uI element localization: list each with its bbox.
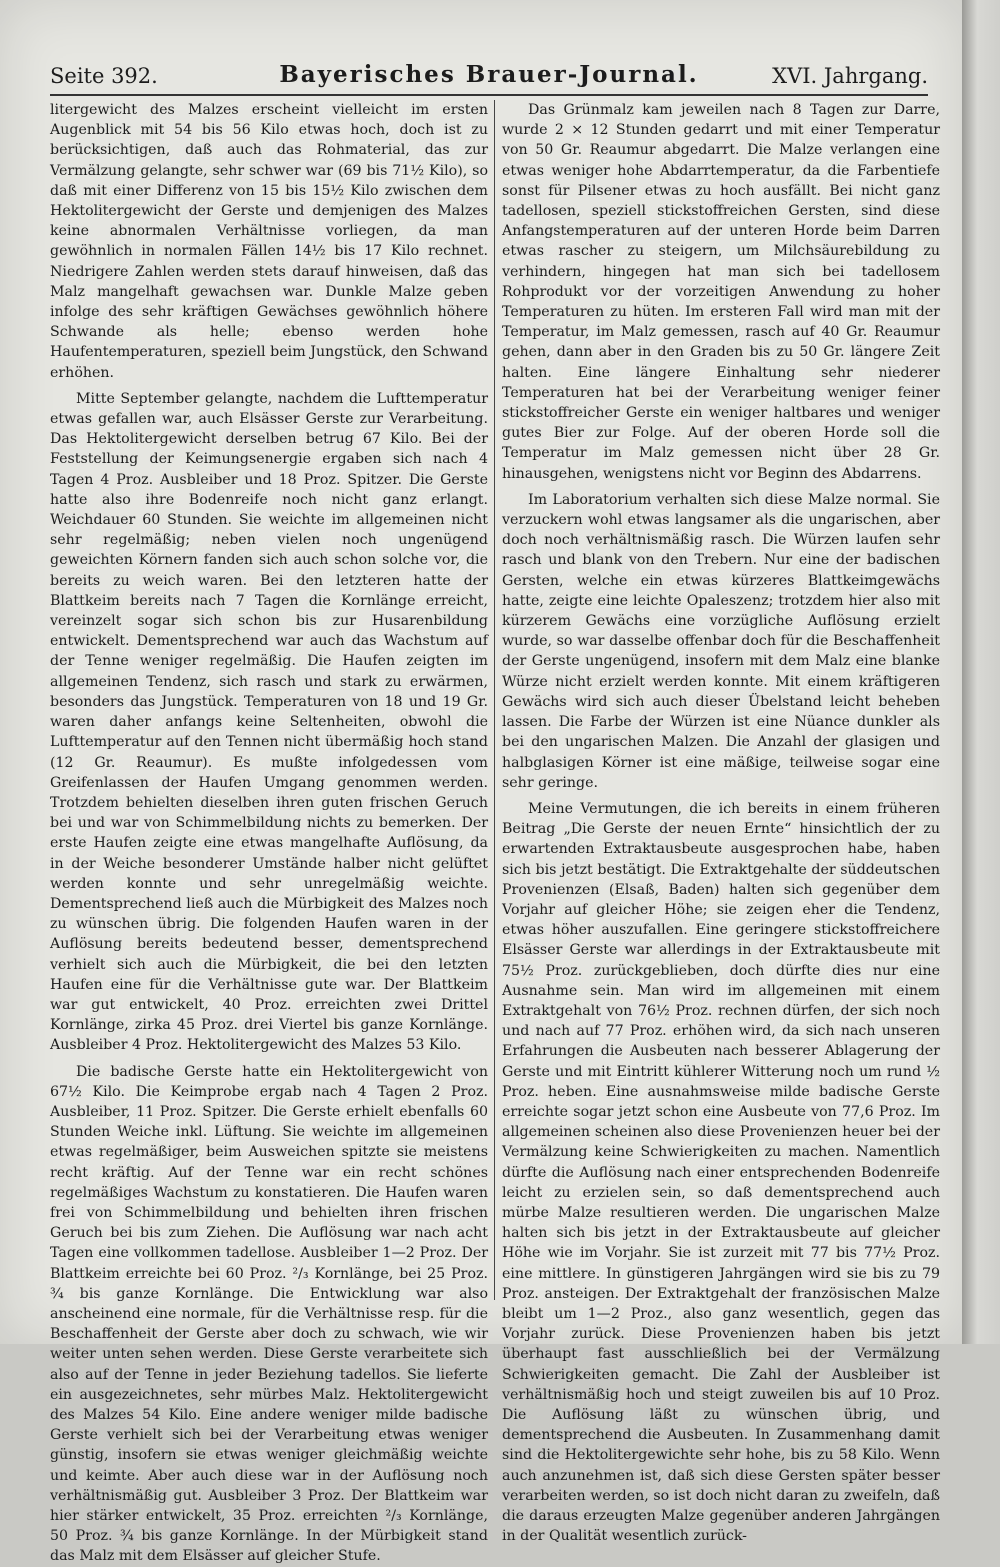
volume-label: XVI. Jahrgang. bbox=[772, 64, 928, 88]
paragraph: Meine Vermutungen, die ich bereits in einem früheren Beitrag „Die Gerste der neuen Ernte“ hinsichtlich der zu erwartenden Extraktausbeute ausgesprochen habe, haben sich bis jetzt bestätigt. Die Extraktgehalte der süddeutschen Provenienzen (Elsaß, Baden) halten sich gegenüber dem Vorjahr auf gleicher Höhe; sie zeigen eher die Tendenz, etwas höher auszufallen. Eine geringere stickstoffreichere Elsässer Gerste war allerdings in der Extraktausbeute mit 75½ Proz. zurückgeblieben, doch dürfte dies nur eine Ausnahme sein. Man wird im allgemeinen mit einem Extraktgehalt von 76½ Proz. rechnen dürfen, der sich noch und nach auf 77 Proz. erhöhen wird, da sich nach unseren Erfahrungen die Ausbeuten nach besserer Ablagerung der Gerste und mit Eintritt kühlerer Witterung noch um rund ½ Proz. heben. Eine ausnahmsweise milde badische Gerste erreichte sogar jetzt schon eine Ausbeute von 77,6 Proz. Im allgemeinen scheinen also diese Provenienzen heuer bei der Vermälzung keine Schwierigkeiten zu machen. Namentlich dürfte die Auflösung nach einer entsprechenden Bodenreife leicht zu erzielen sein, so daß dementsprechend auch mürbe Malze resultieren werden. Die ungarischen Malze halten sich bis jetzt in der Extraktausbeute auf gleicher Höhe wie im Vorjahr. Sie ist zurzeit mit 77 bis 77½ Proz. eine mittlere. In günstigeren Jahrgängen wird sie bis zu 79 Proz. ansteigen. Der Extraktgehalt der französischen Malze bleibt um 1—2 Proz., also ganz wesentlich, gegen das Vorjahr zurück. Diese Provenienzen haben bis jetzt überhaupt fast ausschließlich bei der Vermälzung Schwierigkeiten gemacht. Die Zahl der Ausbleiber ist verhältnismäßig hoch und steigt zuweilen bis auf 10 Proz. Die Auflösung läßt zu wünschen übrig, und dementsprechend die Ausbeuten. In Zusammenhang damit sind die Hektolitergewichte sehr hohe, bis zu 58 Kilo. Wenn auch anzunehmen ist, daß sich diese Gersten später besser verarbeiten werden, so ist doch nicht daran zu zweifeln, daß die daraus erzeugten Malze gegenüber anderen Jahrgängen in der Qualität wesentlich zurück- bbox=[502, 800, 940, 1545]
paragraph: Im Laboratorium verhalten sich diese Malze normal. Sie verzuckern wohl etwas langsamer als die ungarischen, aber doch noch verhältnismäßig rasch. Die Würzen laufen sehr rasch und blank von den Trebern. Nur eine der badischen Gersten, welche ein etwas kürzeres Blattkeimgewächs hatte, zeigte eine leichte Opaleszenz; trotzdem hier also mit kürzerem Gewächs eine vorzügliche Auflösung erzielt wurde, so war dasselbe offenbar doch für die Beschaffenheit der Gerste ungenügend, insofern mit dem Malz eine blanke Würze nicht erzielt werden konnte. Mit einem kräftigeren Gewächs wird sich auch dieser Übelstand leicht beheben lassen. Die Farbe der Würzen ist eine Nüance dunkler als bei den ungarischen Malzen. Die Anzahl der glasigen und halbglasigen Körner ist eine mäßige, teilweise sogar eine sehr geringe. bbox=[502, 491, 940, 791]
column-divider bbox=[494, 100, 495, 1300]
header-rule bbox=[50, 94, 928, 96]
paragraph: litergewicht des Malzes erscheint vielleicht im ersten Augenblick mit 54 bis 56 Kilo etwas hoch, doch ist zu berücksichtigen, daß auch das Rohmaterial, das zur Vermälzung gelangte, sehr schwer war (69 bis 71½ Kilo), so daß mit einer Differenz von 15 bis 15½ Kilo zwischen dem Hektolitergewicht der Gerste und demjenigen des Malzes keine abnormalen Verhältnisse vorliegen, da man gewöhnlich in normalen Fällen 14½ bis 17 Kilo rechnet. Niedrigere Zahlen werden stets darauf hinweisen, daß das Malz mangelhaft gewachsen war. Dunkle Malze geben infolge des sehr kräftigen Gewächses gewöhnlich höhere Schwande als helle; ebenso werden hohe Haufentemperaturen, speziell beim Jungstück, den Schwand erhöhen. bbox=[50, 102, 488, 381]
page-number: Seite 392. bbox=[50, 64, 158, 88]
paragraph: Das Grünmalz kam jeweilen nach 8 Tagen zur Darre, wurde 2 × 12 Stunden gedarrt und mit einer Temperatur von 50 Gr. Reaumur abgedarrt. Die Malze verlangen eine etwas weniger hohe Abdarrtemperatur, da die Farbentiefe sonst für Pilsener etwas zu hoch ausfällt. Bei nicht ganz tadellosen, speziell stickstoffreichen Gersten, sind diese Anfangstemperaturen auf der unteren Horde beim Darren etwas rascher zu steigern, um Milchsäurebildung zu verhindern, hingegen hat man sich bei tadellosem Rohprodukt vor der vorzeitigen Anwendung zu hoher Temperaturen zu hüten. Im ersteren Fall wird man mit der Temperatur, im Malz gemessen, rasch auf 40 Gr. Reaumur gehen, dann aber in den Graden bis zu 50 Gr. längere Zeit halten. Eine längere Einhaltung sehr niederer Temperaturen hat bei der Verarbeitung weniger feiner stickstoffreicher Gerste ein weniger haltbares und weniger gutes Bier zur Folge. Auf der oberen Horde soll die Temperatur im Malz gemessen nicht über 28 Gr. hinausgehen, wenigstens nicht vor Beginn des Abdarrens. bbox=[502, 102, 940, 482]
left-column bbox=[50, 100, 488, 1565]
journal-title: Bayerisches Brauer-Journal. bbox=[279, 61, 699, 88]
right-column bbox=[502, 100, 940, 1545]
paragraph: Mitte September gelangte, nachdem die Lufttemperatur etwas gefallen war, auch Elsässer Gerste zur Verarbeitung. Das Hektolitergewicht derselben betrug 67 Kilo. Bei der Feststellung der Keimungsenergie ergaben sich nach 4 Tagen 4 Proz. Ausbleiber und 18 Proz. Spitzer. Die Gerste hatte also ihre Bodenreife noch nicht ganz erlangt. Weichdauer 60 Stunden. Sie weichte im allgemeinen nicht sehr regelmäßig; neben vielen noch ungenügend geweichten Körnern fanden sich auch schon solche vor, die bereits zu weich waren. Bei den letzteren hatte der Blattkeim bereits nach 7 Tagen die Kornlänge erreicht, vereinzelt sogar sich schon bis zur Husarenbildung entwickelt. Dementsprechend war auch das Wachstum auf der Tenne weniger regelmäßig. Die Haufen zeigten im allgemeinen Tendenz, sich rasch und stark zu erwärmen, besonders das Jungstück. Temperaturen von 18 und 19 Gr. waren daher anfangs keine Seltenheiten, obwohl die Lufttemperatur auf den Tennen nicht übermäßig hoch stand (12 Gr. Reaumur). Es mußte infolgedessen vom Greifenlassen der Haufen Umgang genommen werden. Trotzdem behielten dieselben ihren guten frischen Geruch bei und war von Schimmelbildung nichts zu bemerken. Der erste Haufen zeigte eine etwas mangelhafte Auflösung, da in der Weiche besonderer Umstände halber nicht gelüftet werden konnte und sehr unregelmäßig weichte. Dementsprechend ließ auch die Mürbigkeit des Malzes noch zu wünschen übrig. Die folgenden Haufen waren in der Auflösung bereits bedeutend besser, dementsprechend verhielt sich auch die Mürbigkeit, die bei den letzten Haufen eine für die Verhältnisse gute war. Der Blattkeim war gut entwickelt, 40 Proz. erreichten zwei Drittel Kornlänge, zirka 45 Proz. drei Viertel bis ganze Kornlänge. Ausbleiber 4 Proz. Hektolitergewicht des Malzes 53 Kilo. bbox=[50, 390, 488, 1054]
binding-edge bbox=[962, 0, 1000, 1344]
paragraph: Die badische Gerste hatte ein Hektolitergewicht von 67½ Kilo. Die Keimprobe ergab nach 4 Tagen 2 Proz. Ausbleiber, 11 Proz. Spitzer. Die Gerste erhielt ebenfalls 60 Stunden Weiche inkl. Lüftung. Sie weichte im allgemeinen etwas regelmäßiger, beim Ausweichen spitzte sie meistens recht kräftig. Auf der Tenne war ein recht schönes regelmäßiges Wachstum zu konstatieren. Die Haufen waren frei von Schimmelbildung und behielten ihren frischen Geruch bei bis zum Ziehen. Die Auflösung war nach acht Tagen eine vollkommen tadellose. Ausbleiber 1—2 Proz. Der Blattkeim erreichte bei 60 Proz. ²/₃ Kornlänge, bei 25 Proz. ¾ bis ganze Kornlänge. Die Entwicklung war also anscheinend eine normale, für die Verhältnisse resp. für die Beschaffenheit der Gerste aber doch zu schwach, wie wir weiter unten sehen werden. Diese Gerste verarbeitete sich also auf der Tenne in jeder Beziehung tadellos. Sie lieferte ein ausgezeichnetes, sehr mürbes Malz. Hektolitergewicht des Malzes 54 Kilo. Eine andere weniger milde badische Gerste verhielt sich bei der Verarbeitung etwas weniger günstig, insofern sie etwas weniger gleichmäßig weichte und keimte. Aber auch diese war in der Auflösung noch verhältnismäßig gut. Ausbleiber 3 Proz. Der Blattkeim war hier stärker entwickelt, 35 Proz. erreichten ²/₃ Kornlänge, 50 Proz. ¾ bis ganze Kornlänge. In der Mürbigkeit stand das Malz mit dem Elsässer auf gleicher Stufe. bbox=[50, 1063, 488, 1565]
page-header bbox=[50, 58, 928, 94]
